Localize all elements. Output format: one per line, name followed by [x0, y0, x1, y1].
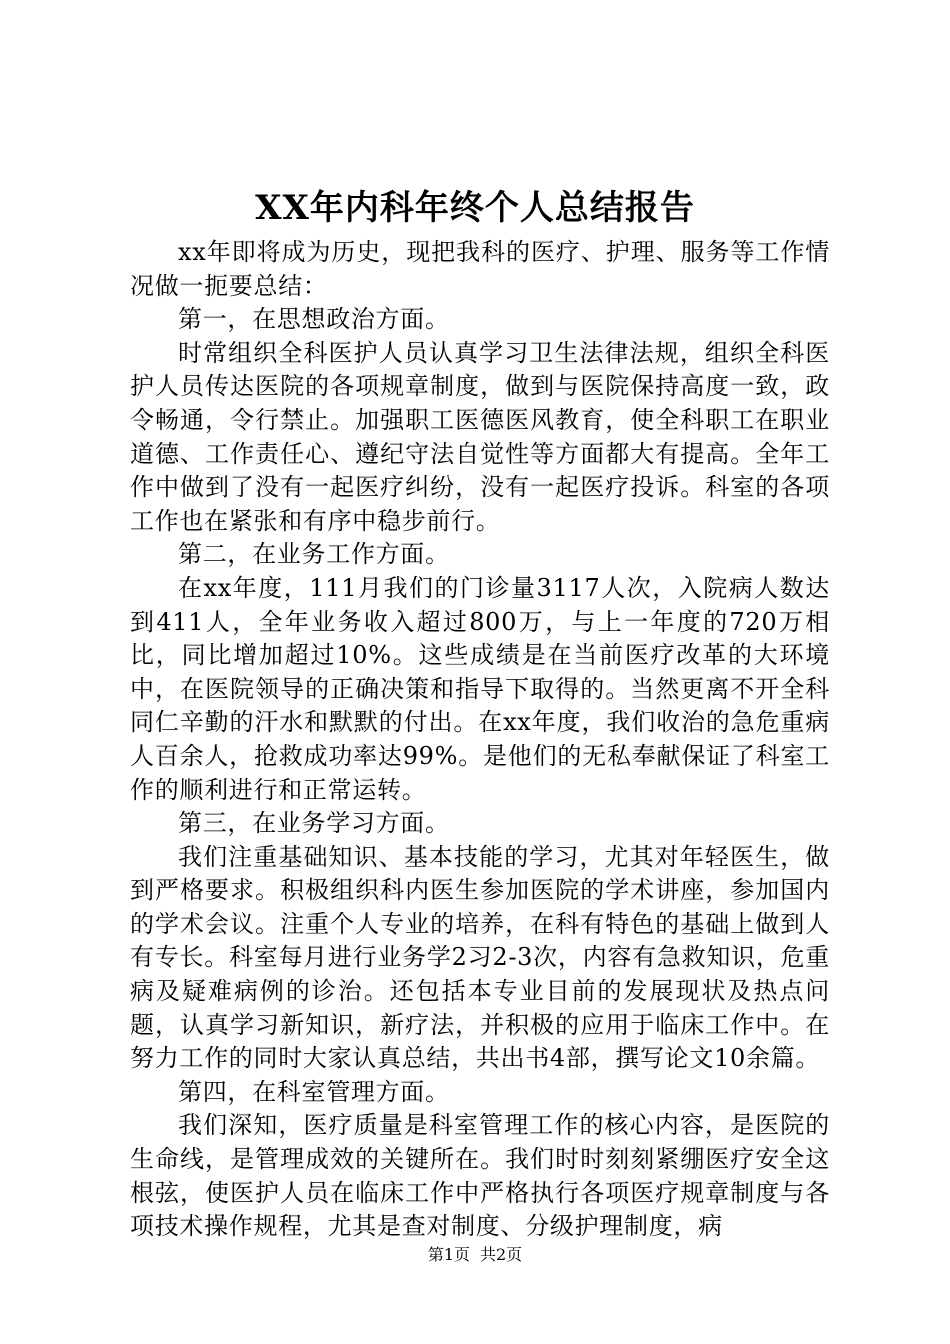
- paragraph-section-4: 我们深知，医疗质量是科室管理工作的核心内容，是医院的生命线，是管理成效的关键所在。我们时时刻刻紧绷医疗安全这根弦，使医护人员在临床工作中严格执行各项医疗规章制度与各项技术操作规程，尤其是查对制度、分级护理制度，病: [130, 1111, 830, 1241]
- paragraph-section-1: 时常组织全科医护人员认真学习卫生法律法规，组织全科医护人员传达医院的各项规章制度，做到与医院保持高度一致，政令畅通，令行禁止。加强职工医德医风教育，使全科职工在职业道德、工作责任心、遵纪守法自觉性等方面都大有提高。全年工作中做到了没有一起医疗纠纷，没有一起医疗投诉。科室的各项工作也在紧张和有序中稳步前行。: [130, 338, 830, 535]
- section-heading-3: 第三，在业务学习方面。: [178, 809, 450, 838]
- paragraph-section-2: 在xx年度，111月我们的门诊量3117人次，入院病人数达到411人，全年业务收入超过800万，与上一年度的720万相比，同比增加超过10%。这些成绩是在当前医疗改革的大环境中，在医院领导的正确决策和指导下取得的。当然更离不开全科同仁辛勤的汗水和默默的付出。在xx年度，我们收治的急危重病人百余人，抢救成功率达99%。是他们的无私奉献保证了科室工作的顺利进行和正常运转。: [130, 573, 830, 804]
- page-footer: [0, 1243, 950, 1267]
- page-number: 第1页: [427, 1245, 470, 1264]
- document-body: [130, 236, 830, 1244]
- paragraph-section-3: 我们注重基础知识、基本技能的学习，尤其对年轻医生，做到严格要求。积极组织科内医生参加医院的学术讲座，参加国内的学术会议。注重个人专业的培养，在科有特色的基础上做到人有专长。科室每月进行业务学2习2-3次，内容有急救知识，危重病及疑难病例的诊治。还包括本专业目前的发展现状及热点问题，认真学习新知识，新疗法，并积极的应用于临床工作中。在努力工作的同时大家认真总结，共出书4部，撰写论文10余篇。: [130, 842, 830, 1073]
- section-heading-2: 第二，在业务工作方面。: [178, 540, 450, 569]
- paragraph-intro: xx年即将成为历史，现把我科的医疗、护理、服务等工作情况做一扼要总结：: [130, 238, 830, 300]
- section-heading-4: 第四，在科室管理方面。: [178, 1077, 450, 1106]
- document-title: XX年内科年终个人总结报告: [255, 188, 695, 228]
- page-total: 共2页: [480, 1245, 523, 1264]
- section-heading-1: 第一，在思想政治方面。: [178, 305, 450, 334]
